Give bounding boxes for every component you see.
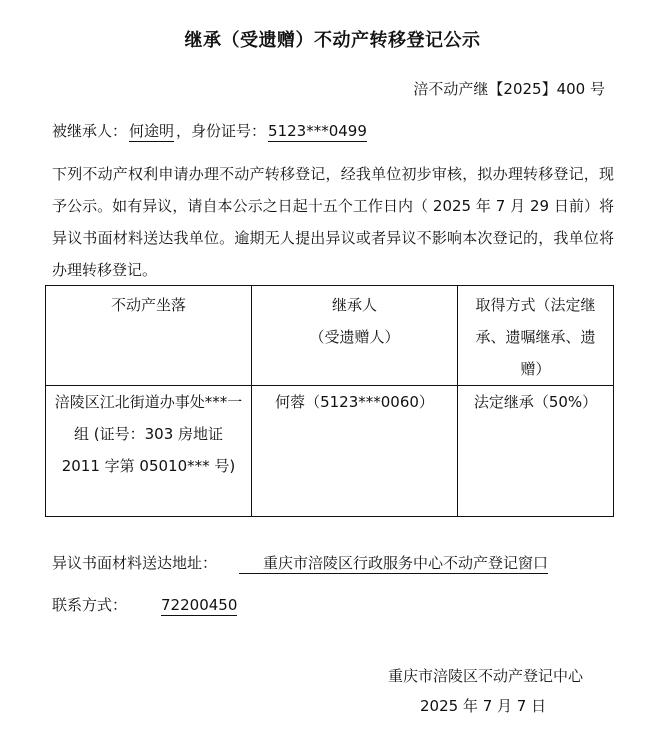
page-title: 继承（受遗赠）不动产转移登记公示 [184, 30, 481, 51]
objection-address-value: 重庆市涪陵区行政服务中心不动产登记窗口 [239, 554, 548, 574]
decedent-label: 被继承人： [52, 122, 128, 140]
objection-address-label: 异议书面材料送达地址： [52, 554, 218, 572]
signature-org: 重庆市涪陵区不动产登记中心 [388, 667, 584, 685]
objection-address [52, 552, 548, 573]
signature-date: 2025 年 7 月 7 日 [420, 697, 547, 715]
decedent-id-label: ，身份证号： [176, 122, 267, 140]
notice-paragraph: 下列不动产权利申请办理不动产转移登记，经我单位初步审核，拟办理转移登记，现予公示。如有异议，请自本公示之日起十五个工作日内（ 2025 年 7 月 29 日前）将异议书面材料送达我单位。逾期无人提出异议或者异议不影响本次登记的，我单位将办理转移登记。 [52, 165, 614, 279]
table-row [46, 386, 614, 517]
contact-info [52, 594, 237, 615]
header-method: 取得方式（法定继承、遗嘱继承、遗赠） [458, 286, 614, 386]
contact-value: 72200450 [161, 596, 238, 614]
property-table [45, 285, 614, 517]
decedent-id-number: 5123***0499 [268, 122, 367, 140]
header-location: 不动产坐落 [46, 286, 252, 386]
header-heir-line1: 继承人 [331, 296, 377, 314]
contact-label: 联系方式： [52, 596, 128, 614]
header-heir-line2: （受遗赠人） [309, 328, 400, 346]
cell-location: 涪陵区江北街道办事处***一组 (证号：303 房地证 2011 字第 05010*** 号) [46, 386, 252, 517]
document-number: 涪不动产继【2025】400 号 [413, 80, 605, 98]
cell-method: 法定继承（50%） [458, 386, 614, 517]
header-heir [252, 286, 458, 386]
table-header-row [46, 286, 614, 386]
cell-heir: 何蓉（5123***0060） [252, 386, 458, 517]
decedent-name: 何途明 [129, 122, 175, 140]
decedent-info [52, 120, 369, 141]
